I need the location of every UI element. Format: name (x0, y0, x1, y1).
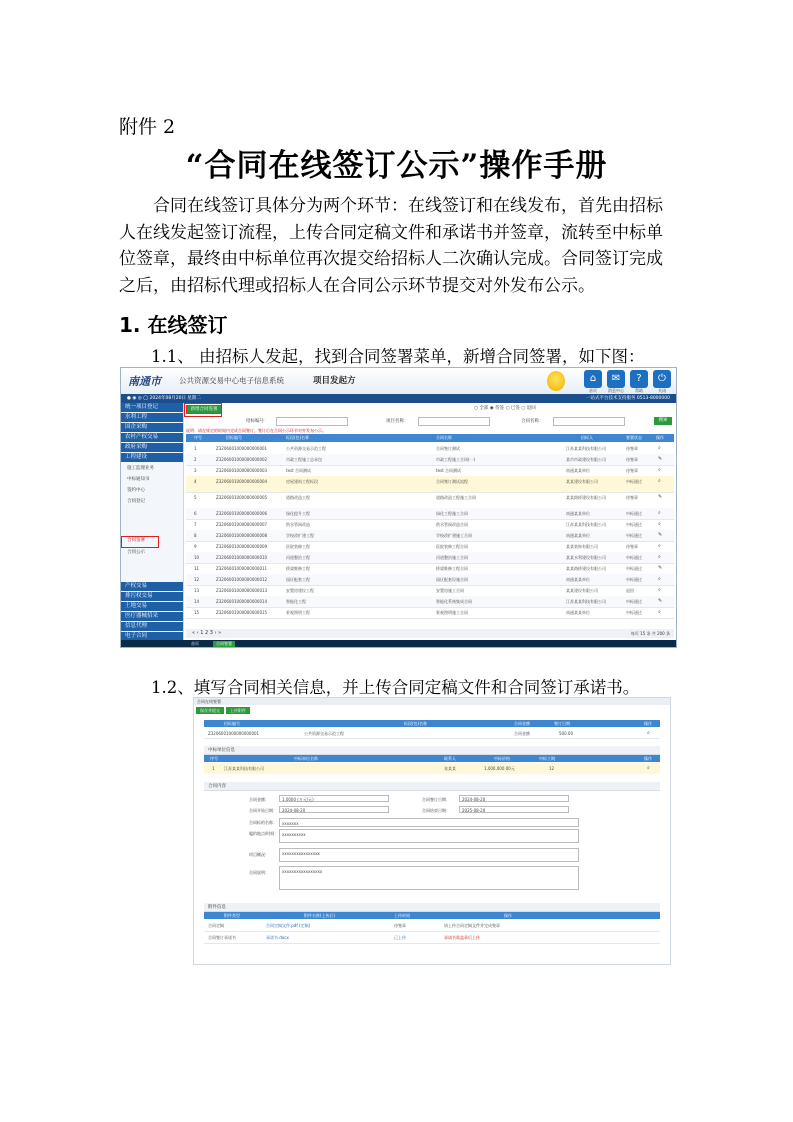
notice-text: 说明：请在规定的时间内完成合同签订，签订后在合同公示环节对外发布公示。 (186, 428, 326, 433)
subject-input[interactable]: xxxxxxx (279, 818, 579, 827)
col-header: 中标单位名称 (294, 756, 318, 761)
row-name: 河道整治施工合同 (436, 555, 468, 560)
row-org: 南通某某单位 (566, 511, 590, 516)
sidebar-item-emission[interactable]: 排污权交易 (121, 592, 183, 601)
row-number: 1 (194, 446, 197, 451)
edit-icon[interactable]: ✎ (658, 494, 663, 500)
col-header: 操作 (504, 913, 512, 918)
row-number: 14 (194, 599, 200, 604)
info-row (204, 728, 660, 739)
highlight-box (121, 536, 159, 548)
end-date-label: 合同结束日期： (422, 808, 450, 813)
edit-icon[interactable]: ✎ (658, 532, 663, 538)
row-code: Z3206001000000000002 (216, 457, 268, 462)
bidder-row (204, 763, 660, 774)
taskbar-item[interactable]: 首页 (191, 641, 199, 646)
sidebar-item-soe[interactable]: 国企采购 (121, 423, 183, 432)
location-input[interactable]: xxxxxxxxxx (279, 829, 579, 843)
contract-section-header (204, 782, 660, 791)
document-title: “合同在线签订公示”操作手册 (185, 148, 608, 184)
info-amount: 合同金额 (514, 731, 530, 736)
file-row (204, 932, 660, 944)
role-name: 项目发起方 (313, 376, 356, 386)
row-status: 待签章 (626, 446, 638, 451)
bidder-period: 12 (549, 766, 555, 771)
row-code: Z3206001000000000010 (216, 555, 268, 560)
sidebar-item-econtract[interactable]: 电子合同 (121, 632, 183, 641)
status-filter[interactable]: ○ 全部 ◉ 待签 ○ 已签 ○ 退回 (474, 406, 536, 411)
row-name: 学校改扩建施工合同 (436, 533, 472, 538)
subject-label: 合同标的名称： (249, 820, 277, 825)
row-name: 智能化系统集成合同 (436, 599, 472, 604)
row-status: 待签章 (626, 468, 638, 473)
row-number: 10 (194, 555, 200, 560)
search-bar (186, 416, 674, 426)
row-org: 某某路桥建设有限公司 (566, 566, 606, 571)
col-header: 序号 (194, 435, 202, 440)
row-code: Z3206001000000000007 (216, 522, 268, 527)
col-header: 合同名称 (436, 435, 452, 440)
row-status: 待签章 (626, 457, 638, 462)
save-submit-button[interactable]: 保存并提交 (196, 707, 224, 714)
table-header (186, 434, 674, 442)
row-section: 房屋建筑工程标段 (286, 479, 318, 484)
screenshot-contract-list (120, 367, 677, 648)
sidebar-sub[interactable]: 签约中心 (127, 488, 145, 493)
row-code: Z3206001000000000006 (216, 511, 268, 516)
sidebar-sub[interactable]: 合同公示 (127, 550, 145, 555)
col-header: 操作 (656, 435, 664, 440)
row-name: 景观照明施工合同 (436, 610, 468, 615)
col-header: 中标价格 (494, 756, 510, 761)
row-name: 合同签订测试 (436, 446, 460, 451)
row-status: 退回 (626, 588, 634, 593)
row-code: Z3206001000000000004 (216, 479, 268, 484)
col-header: 联系人 (444, 756, 456, 761)
pager-nav-icons[interactable]: « ‹ 1 2 3 › » (192, 630, 222, 636)
search-icon[interactable]: ⌕ (658, 445, 661, 451)
sidebar (121, 403, 184, 640)
row-status: 中标通过 (626, 479, 642, 484)
col-header: 操作 (644, 756, 652, 761)
sidebar-item-agent[interactable]: 信息代理 (121, 622, 183, 631)
search-icon[interactable]: ⌕ (647, 730, 650, 736)
row-section: 道路改造工程 (286, 495, 310, 500)
row-status: 中标通过 (626, 599, 642, 604)
row-number: 15 (194, 610, 200, 615)
row-name: 医院装修工程合同 (436, 544, 468, 549)
row-org: 江苏某某科技有限公司 (566, 446, 606, 451)
row-code: Z3206001000000000013 (216, 588, 268, 593)
file-status: 待签章 (394, 923, 406, 928)
row-number: 4 (194, 479, 197, 484)
col-header: 序号 (210, 756, 218, 761)
contract-input[interactable] (553, 417, 625, 426)
row-section: 景观照明工程 (286, 610, 310, 615)
row-section: test 合同测试 (286, 468, 311, 473)
start-date-input[interactable]: 2024-08-20 (279, 806, 389, 813)
mascot-icon (547, 371, 565, 391)
row-org: 某某水利建设有限公司 (566, 555, 606, 560)
search-icon[interactable]: ⌕ (658, 478, 661, 484)
overview-input[interactable]: xxxxxxxxxxxxxxxx (279, 848, 579, 862)
row-status: 中标通过 (626, 511, 642, 516)
row-section: 医院装修工程 (286, 544, 310, 549)
screenshot-contract-form (193, 697, 671, 965)
row-code: Z3206001000000000014 (216, 599, 268, 604)
row-status: 中标通过 (626, 610, 642, 615)
col-header: 附件名称(上传后) (304, 913, 336, 918)
edit-icon[interactable]: ✎ (658, 565, 663, 571)
city-logo: 南通市 (128, 375, 161, 388)
amount-label: 合同金额： (249, 797, 269, 802)
row-number: 3 (194, 468, 197, 473)
search-icon[interactable]: ⌕ (658, 609, 661, 615)
row-section: 市政工程施工总承包 (286, 457, 322, 462)
info-section: 公共资源交易示范工程 (304, 731, 344, 736)
row-code: Z3206001000000000008 (216, 533, 268, 538)
bidder-price: 1,000,000.00元 (484, 766, 515, 771)
form-header (194, 698, 670, 705)
step-1-1: 1.1、 由招标人发起，找到合同签署菜单，新增合同签署，如下图： (151, 347, 645, 366)
row-section: 学校改扩建工程 (286, 533, 314, 538)
row-section: 公共资源交易示范工程 (286, 446, 326, 451)
row-org: 江苏某某科技有限公司 (566, 599, 606, 604)
row-number: 6 (194, 511, 197, 516)
row-name: 安置房施工合同 (436, 588, 464, 593)
file-type: 合同签订承诺书 (208, 935, 236, 940)
app-header (121, 368, 676, 395)
sidebar-sub[interactable]: 合同登记 (127, 499, 145, 504)
row-org: 某某装饰有限公司 (566, 544, 598, 549)
note-label: 合同说明： (249, 870, 269, 875)
power-icon[interactable]: ⏻ (653, 370, 671, 388)
annex-label: 附件 2 (119, 116, 176, 138)
row-name: 市政工程施工合同(一) (436, 457, 476, 462)
status-bar (121, 394, 676, 403)
bidder-table-header (204, 755, 660, 762)
search-label: 合同名称： (521, 419, 544, 424)
row-name: 园区配套设施合同 (436, 577, 468, 582)
row-number: 5 (194, 495, 197, 500)
info-value: 500.00 (559, 731, 573, 736)
bidder-section-header (204, 746, 660, 755)
sign-date-input[interactable]: 2024-08-20 (459, 795, 569, 802)
row-status: 中标通过 (626, 555, 642, 560)
sign-date-label: 合同签订日期： (422, 797, 450, 802)
search-icon[interactable]: ⌕ (658, 554, 661, 560)
row-section: 桥梁维修工程 (286, 566, 310, 571)
amount-input[interactable]: 1.0000 (万元/元) (279, 795, 389, 802)
file-name[interactable]: 承诺书.docx (266, 935, 289, 940)
sidebar-item-medical[interactable]: 医疗器械招采 (121, 612, 183, 621)
status-left: ● ◉ ◎ ◯ 2024年08月20日 星期二 (127, 396, 201, 401)
row-org: 南通某某单位 (566, 533, 590, 538)
row-status: 待签章 (626, 544, 638, 549)
pager-info: 每页 15 条 共 200 条 (630, 631, 670, 636)
row-code: Z3206001000000000012 (216, 577, 268, 582)
col-header: 签订日期 (554, 721, 570, 726)
section-title: 附件信息 (208, 905, 226, 910)
row-org: 某某建设有限公司 (566, 479, 598, 484)
col-header: 标段(包)名称 (286, 435, 310, 440)
info-table-header (204, 720, 660, 727)
col-header: 上传时间 (394, 913, 410, 918)
message-label: 消息中心 (608, 388, 624, 393)
sidebar-item-project[interactable]: 统一项目登记 (121, 403, 183, 412)
upload-button[interactable]: 上传附件 (226, 707, 250, 714)
col-header: 中标工期 (539, 756, 555, 761)
row-section: 安置房建设工程 (286, 588, 314, 593)
edit-icon[interactable]: ✎ (658, 598, 663, 604)
row-section: 园区配套工程 (286, 577, 310, 582)
sidebar-item-water[interactable]: 水利工程 (121, 413, 183, 422)
file-note: 承诺书需盖章后上传 (444, 935, 480, 940)
taskbar (121, 640, 676, 647)
row-name: 桥梁维修工程合同 (436, 566, 468, 571)
sidebar-item-construction[interactable]: 工程建设 (121, 453, 183, 462)
overview-label: 项目概况： (249, 852, 269, 857)
row-status: 中标通过 (626, 533, 642, 538)
status-right: 一站式平台技术支持服务 0513-8000000 (585, 396, 670, 401)
sidebar-sub[interactable]: 中标通知书 (127, 477, 150, 482)
file-status: 已上传 (394, 935, 406, 940)
new-contract-sign-button[interactable]: 新增合同签署 (186, 405, 222, 414)
row-code: Z3206001000000000005 (216, 495, 268, 500)
file-note: 请上传合同定稿文件并完成签章 (444, 923, 500, 928)
system-name: 公共资源交易中心电子信息系统 (179, 376, 284, 385)
table-row[interactable] (186, 476, 674, 493)
start-date-label: 合同开始日期： (249, 808, 277, 813)
files-table-header (204, 912, 660, 919)
col-header: 招标编号 (224, 721, 240, 726)
row-number: 9 (194, 544, 197, 549)
col-header: 招标编号 (226, 435, 242, 440)
row-number: 2 (194, 457, 197, 462)
sidebar-sub[interactable]: 施工监理业务 (127, 466, 154, 471)
row-status: 中标通过 (626, 577, 642, 582)
form-title: 合同在线签署 (197, 699, 221, 704)
step-1-2: 1.2、填写合同相关信息，并上传合同定稿文件和合同签订承诺书。 (151, 678, 640, 697)
row-section: 河道整治工程 (286, 555, 310, 560)
row-org: 某某建设有限公司 (566, 588, 598, 593)
end-date-input[interactable]: 2025-08-20 (459, 806, 569, 813)
row-org: 某市市政建设有限公司 (566, 457, 606, 462)
bidder-contact: 张某某 (444, 766, 456, 771)
section-title: 中标单位信息 (208, 748, 235, 753)
sidebar-item-land[interactable]: 土地交易 (121, 602, 183, 611)
row-number: 7 (194, 522, 197, 527)
project-input[interactable] (418, 417, 490, 426)
row-code: Z3206001000000000003 (216, 468, 268, 473)
row-org: 江苏某某科技有限公司 (566, 522, 606, 527)
row-org: 南通某某单位 (566, 577, 590, 582)
row-code: Z3206001000000000001 (216, 446, 268, 451)
sidebar-item-rural[interactable]: 农村产权交易 (121, 433, 183, 442)
power-label: 关闭 (658, 388, 666, 393)
row-org: 某某路桥建设有限公司 (566, 495, 606, 500)
col-header: 合同金额 (514, 721, 530, 726)
note-input[interactable]: xxxxxxxxxxxxxxxxx (279, 866, 579, 890)
table-row[interactable] (186, 607, 674, 619)
help-icon[interactable]: ? (630, 370, 648, 388)
sidebar-item-gov[interactable]: 政府采购 (121, 443, 183, 452)
col-header: 附件类型 (224, 913, 240, 918)
row-name: 供水管网改造合同 (436, 522, 468, 527)
search-icon[interactable]: ⌕ (658, 467, 661, 473)
row-number: 12 (194, 577, 200, 582)
row-name: 绿化工程施工合同 (436, 511, 468, 516)
file-row (204, 920, 660, 932)
row-status: 中标通过 (626, 522, 642, 527)
search-icon[interactable]: ⌕ (658, 521, 661, 527)
search-label: 招标编号： (246, 419, 269, 424)
col-header: 招标人 (581, 435, 593, 440)
row-org: 南通某某单位 (566, 468, 590, 473)
file-type: 合同定稿 (208, 923, 224, 928)
location-label: 履约地点/时间： (249, 831, 279, 836)
home-icon[interactable]: ⌂ (584, 370, 602, 388)
file-name[interactable]: 合同定稿文件.pdf (定稿) (266, 923, 311, 928)
intro-paragraph: 合同在线签订具体分为两个环节：在线签订和在线发布，首先由招标人在线发起签订流程，上传合同定稿文件和承诺书并签章，流转至中标单位签章，最终由中标单位再次提交给招标人二次确认完成。合同签订完成之后，由招标代理或招标人在合同公示环节提交对外发布公示。 (119, 196, 663, 296)
row-number: 8 (194, 533, 197, 538)
message-icon[interactable]: ✉ (607, 370, 625, 388)
highlight-box (184, 403, 222, 417)
row-section: 智能化工程 (286, 599, 306, 604)
files-section-header (204, 903, 660, 912)
row-org: 南通某某单位 (566, 610, 590, 615)
search-button[interactable]: 搜索 (654, 417, 672, 425)
row-number: 13 (194, 588, 200, 593)
search-label: 项目名称： (386, 419, 409, 424)
search-icon[interactable]: ⌕ (658, 587, 661, 593)
main-panel (184, 403, 676, 640)
code-input[interactable] (276, 417, 348, 426)
row-code: Z3206001000000000011 (216, 566, 268, 571)
col-header: 标段(包)名称 (404, 721, 428, 726)
bidder-name: 江苏某某科技有限公司 (224, 766, 264, 771)
section-title: 合同内容 (208, 784, 226, 789)
section-heading: 1. 在线签订 (119, 313, 228, 337)
row-name: 合同签订测试流程 (436, 479, 468, 484)
row-section: 供水管网改造 (286, 522, 310, 527)
home-label: 首页 (589, 388, 597, 393)
row-code: Z3206001000000000015 (216, 610, 268, 615)
search-icon[interactable]: ⌕ (658, 543, 661, 549)
row-number: 11 (194, 566, 200, 571)
row-section: 绿化提升工程 (286, 511, 310, 516)
row-status: 待签章 (626, 495, 638, 500)
bidder-no: 1 (212, 766, 215, 771)
search-icon[interactable]: ⌕ (658, 510, 661, 516)
sidebar-sub-contract-sign[interactable]: 合同签署 (127, 538, 145, 543)
edit-icon[interactable]: ✎ (658, 456, 663, 462)
sidebar-item-property[interactable]: 产权交易 (121, 582, 183, 591)
search-icon[interactable]: ⌕ (647, 765, 650, 771)
table-row[interactable] (186, 492, 674, 509)
info-code: Z3206001000000000001 (208, 731, 260, 736)
row-code: Z3206001000000000009 (216, 544, 268, 549)
row-status: 中标通过 (626, 566, 642, 571)
row-name: 道路改造工程施工合同 (436, 495, 476, 500)
search-icon[interactable]: ⌕ (658, 576, 661, 582)
col-header: 签署状态 (626, 435, 642, 440)
row-name: test 合同测试 (436, 468, 461, 473)
help-label: 帮助 (635, 388, 643, 393)
pagination[interactable] (186, 629, 674, 638)
col-header: 操作 (644, 721, 652, 726)
taskbar-item-active[interactable]: 合同签署 (213, 641, 235, 647)
